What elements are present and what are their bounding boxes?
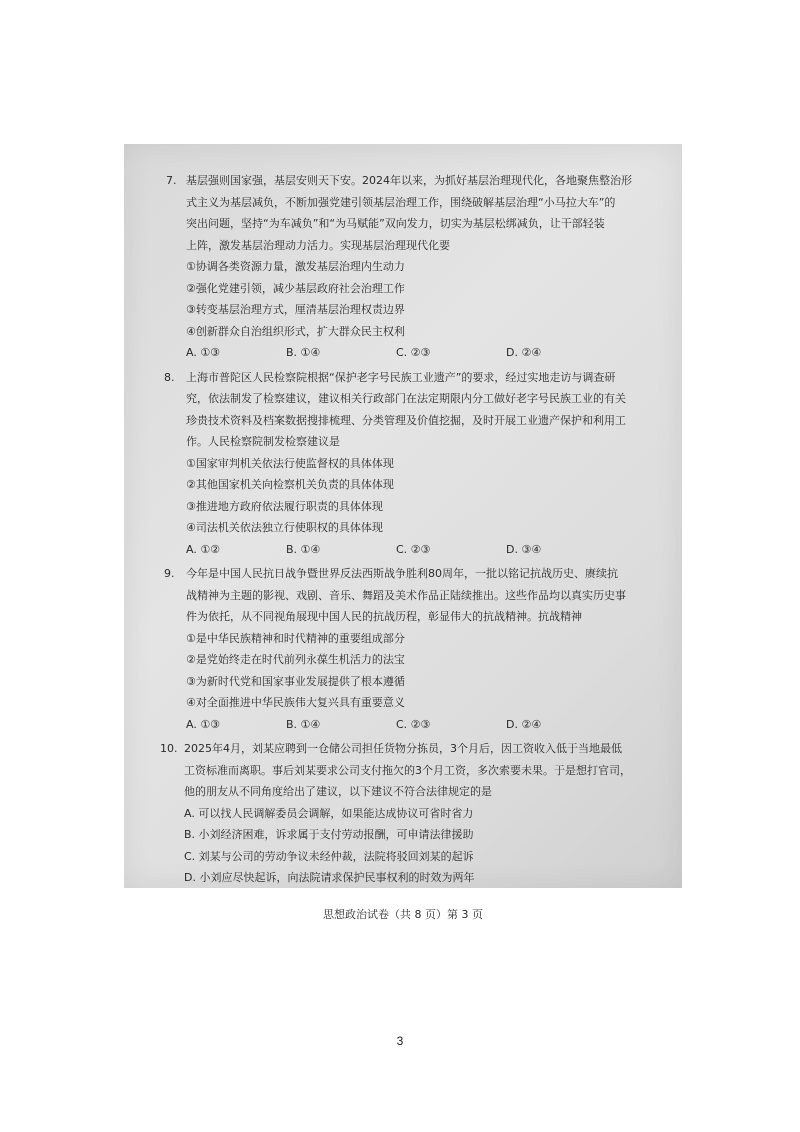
q7-item: ②强化党建引领，减少基层政府社会治理工作 [186, 281, 405, 295]
q8-stem-line: 珍贵技术资料及档案数据搜排梳理、分类管理及价值挖掘，及时开展工业遗产保护和利用工 [186, 413, 626, 427]
q7-choice-b: B. ①④ [286, 346, 321, 359]
q9-number: 9. [164, 567, 175, 580]
q7-choice-a: A. ①③ [186, 346, 221, 359]
q10-number: 10. [160, 742, 178, 755]
q10-stem-line: 他的朋友从不同角度给出了建议，以下建议不符合法律规定的是 [184, 785, 492, 798]
q8-stem-line: 作。人民检察院制发检察建议是 [186, 435, 340, 448]
q7-stem-line: 上阵，激发基层治理动力活力。实现基层治理现代化要 [186, 238, 450, 252]
q9-choice-d: D. ②④ [506, 717, 542, 731]
q8-choice-d: D. ③④ [506, 542, 542, 556]
q10-stem-line: 工资标准而离职。事后刘某要求公司支付拖欠的3个月工资，多次索要未果。于是想打官司， [184, 763, 631, 777]
q7-stem-line: 突出问题，坚持“为车减负”和“为马赋能”双向发力，切实为基层松绑减负，让干部轻装 [186, 217, 605, 230]
q9-item: ④对全面推进中华民族伟大复兴具有重要意义 [186, 696, 405, 709]
q9-stem-line: 件为依托，从不同视角展现中国人民的抗战历程，彰显伟大的抗战精神。抗战精神 [186, 610, 582, 623]
q9-item: ①是中华民族精神和时代精神的重要组成部分 [186, 631, 405, 645]
q9-choice-c: C. ②③ [396, 717, 431, 731]
q9-choice-b: B. ①④ [286, 717, 321, 731]
q9-stem-line: 今年是中国人民抗日战争暨世界反法西斯战争胜利80周年，一批以铭记抗战历史、赓续抗 [186, 567, 618, 580]
q9-stem-line: 战精神为主题的影视、戏剧、音乐、舞蹈及美术作品正陆续推出。这些作品均以真实历史事 [186, 588, 626, 602]
q7-choice-d: D. ②④ [506, 346, 542, 359]
q7-item: ③转变基层治理方式，厘清基层治理权责边界 [186, 303, 405, 316]
q8-choice-b: B. ①④ [286, 542, 321, 556]
q7-stem-line: 式主义为基层减负，不断加强党建引领基层治理工作，围绕破解基层治理“小马拉大车”的 [186, 195, 616, 209]
q7-choice-c: C. ②③ [396, 346, 431, 359]
q8-item: ①国家审判机关依法行使监督权的具体体现 [186, 456, 394, 470]
q8-choice-c: C. ②③ [396, 542, 431, 556]
q8-item: ②其他国家机关向检察机关负责的具体体现 [186, 478, 394, 491]
q8-stem-line: 上海市普陀区人民检察院根据“保护老字号民族工业遗产”的要求，经过实地走访与调查研 [186, 370, 616, 384]
q10-option: A. 可以找人民调解委员会调解，如果能达成协议可省时省力 [184, 806, 474, 820]
q8-number: 8. [164, 370, 175, 384]
q9-item: ③为新时代党和国家事业发展提供了根本遵循 [186, 674, 405, 688]
q10-option: C. 刘某与公司的劳动争议未经仲裁，法院将驳回刘某的起诉 [184, 849, 474, 863]
q8-choice-a: A. ①② [186, 542, 221, 556]
q7-number: 7. [166, 174, 177, 187]
q10-option: D. 小刘应尽快起诉，向法院请求保护民事权利的时效为两年 [184, 871, 475, 884]
q8-stem-line: 究，依法制发了检察建议，建议相关行政部门在法定期限内分工做好老字号民族工业的有关 [186, 392, 626, 405]
q7-stem-line: 基层强则国家强，基层安则天下安。2024年以来，为抓好基层治理现代化，各地聚焦整治形 [186, 174, 632, 187]
q8-item: ④司法机关依法独立行使职权的具体体现 [186, 521, 383, 534]
q7-item: ④创新群众自治组织形式，扩大群众民主权利 [186, 324, 405, 338]
exam-footer: 思想政治试卷（共 8 页）第 3 页 [323, 907, 483, 921]
q7-item: ①协调各类资源力量，激发基层治理内生动力 [186, 260, 405, 273]
q8-item: ③推进地方政府依法履行职责的具体体现 [186, 499, 383, 513]
q10-stem-line: 2025年4月，刘某应聘到一仓储公司担任货物分拣员，3个月后，因工资收入低于当地最低 [184, 742, 622, 755]
page-number: 3 [396, 1034, 404, 1048]
q10-option: B. 小刘经济困难，诉求属于支付劳动报酬，可申请法律援助 [184, 828, 474, 841]
q9-item: ②是党始终走在时代前列永葆生机活力的法宝 [186, 653, 405, 666]
q9-choice-a: A. ①③ [186, 717, 221, 731]
scanned-exam-page [124, 144, 682, 921]
